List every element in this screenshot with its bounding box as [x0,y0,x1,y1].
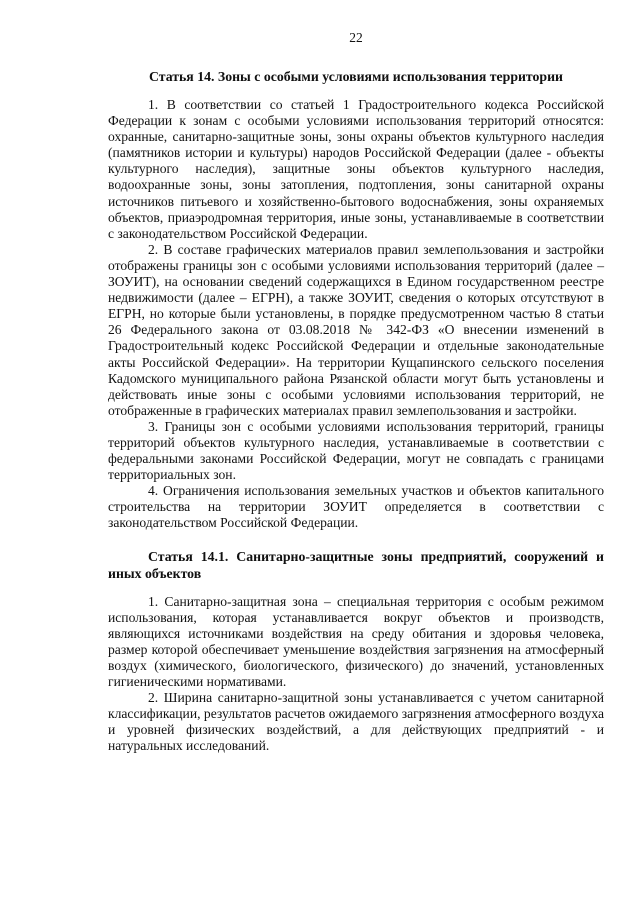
article-paragraph: 3. Границы зон с особыми условиями использования территорий, границы территорий объектов культурного наследия, устанавливаемые в соответствии с федеральными законами Российской Федерации, могут не совпадать с границами территориальных зон. [108,418,604,483]
page-number: 22 [349,30,363,45]
article-paragraph: 2. В составе графических материалов правил землепользования и застройки отображены границы зон с особыми условиями использования территорий (далее – ЗОУИТ), на основании сведений содержащихся в Едином государственном реестре недвижимости (далее – ЕГРН), а также ЗОУИТ, сведения о которых отсутствуют в ЕГРН, но которые были установлены, в порядке предусмотренном частью 8 статьи 26 Федерального закона от 03.08.2018 № 342-ФЗ «О внесении изменений в Градостроительный кодекс Российской Федерации и отдельные законодательные акты Российской Федерации». На территории Кущапинского сельского поселения Кадомского муниципального района Рязанской области могут быть установлены и действовать иные зоны с особыми условиями использования территорий, не отображенные в графических материалах правил землепользования и застройки. [108,241,604,418]
article-paragraph: 4. Ограничения использования земельных участков и объектов капитального строительства на территории ЗОУИТ определяется в соответствии с законодательством Российской Федерации. [108,483,604,531]
article-title: Статья 14. Зоны с особыми условиями использования территории [148,69,564,84]
article-14-1 [108,548,604,755]
article-title: Статья 14.1. Санитарно-защитные зоны предприятий, сооружений и иных объектов [108,548,604,581]
article-paragraph: 1. В соответствии со статьей 1 Градостроительного кодекса Российской Федерации к зонам с особыми условиями использования территорий относятся: охранные, санитарно-защитные зоны, зоны охраны объектов культурного наследия (памятников истории и культуры) народов Российской Федерации (далее - объекты культурного наследия), защитные зоны объектов культурного наследия, водоохранные зоны, зоны затопления, подтопления, зоны санитарной охраны источников питьевого и хозяйственно-бытового водоснабжения, зоны охраняемых объектов, приаэродромная территория, иные зоны, устанавливаемые в соответствии с законодательством Российской Федерации. [108,97,604,241]
article-paragraph: 1. Санитарно-защитная зона – специальная территория с особым режимом использования, которая устанавливается вокруг объектов и производств, являющихся источниками воздействия на среду обитания и здоровья человека, размер которой обеспечивает уменьшение воздействия загрязнения на атмосферный воздух (химического, биологического, физического) до значений, установленных гигиеническими нормативами. [108,593,604,689]
article-paragraph: 2. Ширина санитарно-защитной зоны устанавливается с учетом санитарной классификации, результатов расчетов ожидаемого загрязнения атмосферного воздуха и уровней физических воздействий, а для действующих предприятий - и натуральных исследований. [108,690,604,754]
article-14 [108,68,604,532]
